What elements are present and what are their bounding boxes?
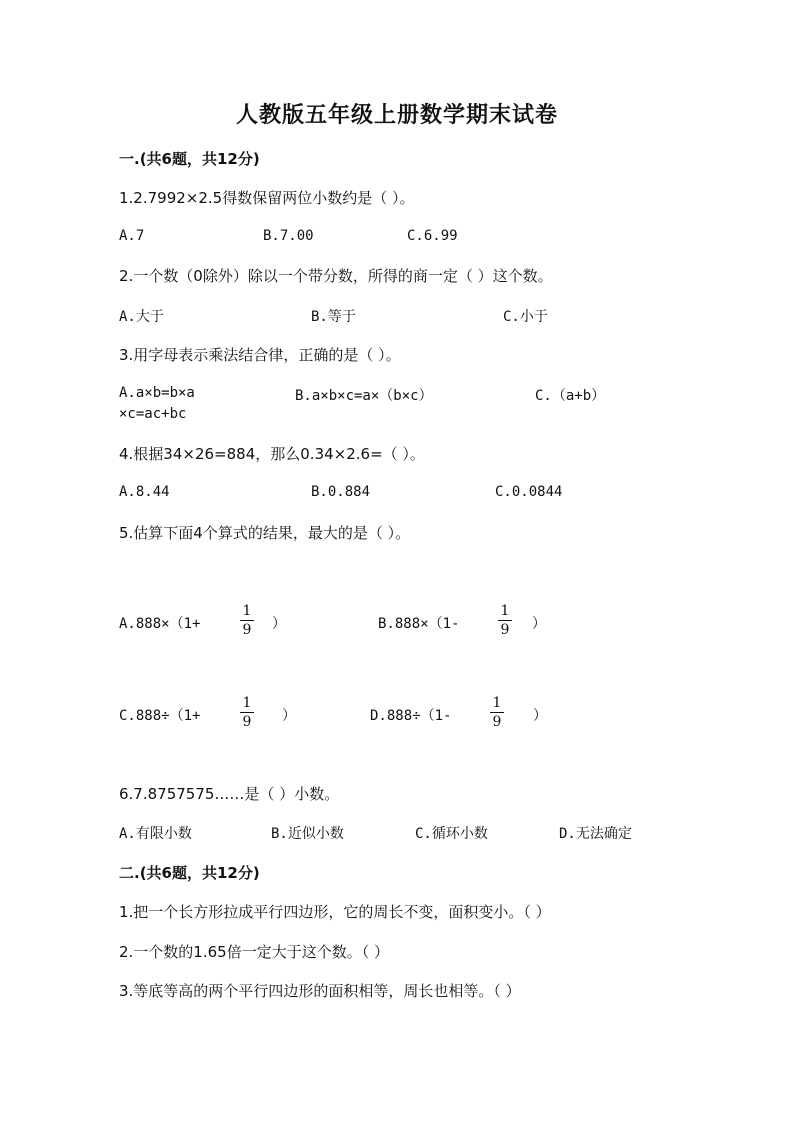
section-2-heading: 二.(共6题，共12分) xyxy=(119,864,260,882)
fraction-numerator: 1 xyxy=(500,603,510,619)
q2-option-b: B.等于 xyxy=(311,309,356,325)
question-2-2: 2.一个数的1.65倍一定大于这个数。（ ） xyxy=(119,943,389,961)
q5-option-a-prefix: A.888×（1+ xyxy=(119,616,201,632)
q6-option-b: B.近似小数 xyxy=(271,826,344,842)
q5-option-b xyxy=(378,613,459,633)
fraction-denominator: 9 xyxy=(242,622,252,638)
question-1-2: 2.一个数（0除外）除以一个带分数，所得的商一定（ ）这个数。 xyxy=(119,267,553,285)
q4-option-c: C.0.0844 xyxy=(495,484,563,500)
fraction-bar xyxy=(240,620,254,621)
fraction-bar xyxy=(490,712,504,713)
q2-option-c: C.小于 xyxy=(503,309,548,325)
q6-option-a: A.有限小数 xyxy=(119,826,192,842)
question-1-1: 1.2.7992×2.5得数保留两位小数约是（ ）。 xyxy=(119,189,415,207)
question-1-6: 6.7.8757575……是（ ）小数。 xyxy=(119,785,340,803)
q6-option-d: D.无法确定 xyxy=(559,826,632,842)
fraction-denominator: 9 xyxy=(242,714,252,730)
question-2-1: 1.把一个长方形拉成平行四边形，它的周长不变，面积变小。（ ） xyxy=(119,903,551,921)
q5-option-b-prefix: B.888×（1- xyxy=(378,616,460,632)
q3-option-b: B.a×b×c=a×（b×c） xyxy=(295,388,433,404)
q4-option-a: A.8.44 xyxy=(119,484,170,500)
fraction-numerator: 1 xyxy=(492,695,502,711)
q5-option-b-suffix: ） xyxy=(532,616,546,632)
question-1-5: 5.估算下面4个算式的结果，最大的是（ ）。 xyxy=(119,524,411,542)
q5-option-d-prefix: D.888÷（1- xyxy=(370,708,452,724)
fraction-numerator: 1 xyxy=(242,603,252,619)
q6-option-c: C.循环小数 xyxy=(415,826,488,842)
page-title: 人教版五年级上册数学期末试卷 xyxy=(235,102,558,128)
q3-option-c: C.（a+b） xyxy=(535,388,606,404)
q5-option-d-suffix: ） xyxy=(533,708,547,724)
fraction-bar xyxy=(498,620,512,621)
q5-option-c-fraction xyxy=(240,695,254,730)
q5-option-c-suffix: ） xyxy=(282,708,296,724)
q4-option-b: B.0.884 xyxy=(311,484,371,500)
fraction-numerator: 1 xyxy=(242,695,252,711)
q5-option-a-fraction xyxy=(240,603,254,638)
q3-option-c-cont: ×c=ac+bc xyxy=(119,406,187,422)
question-1-3: 3.用字母表示乘法结合律，正确的是（ ）。 xyxy=(119,346,401,364)
question-1-4: 4.根据34×26=884，那么0.34×2.6=（ ）。 xyxy=(119,445,425,463)
q1-option-b: B.7.00 xyxy=(263,228,314,244)
fraction-denominator: 9 xyxy=(492,714,502,730)
q5-option-a-suffix: ） xyxy=(272,616,286,632)
q2-option-a: A.大于 xyxy=(119,309,164,325)
q3-option-a: A.a×b=b×a xyxy=(119,385,195,401)
q5-option-c xyxy=(119,705,200,725)
q5-option-a xyxy=(119,613,200,633)
q5-option-d-fraction xyxy=(490,695,504,730)
fraction-bar xyxy=(240,712,254,713)
q5-option-b-fraction xyxy=(498,603,512,638)
q5-option-d xyxy=(370,705,451,725)
q1-option-a: A.7 xyxy=(119,228,145,244)
fraction-denominator: 9 xyxy=(500,622,510,638)
question-2-3: 3.等底等高的两个平行四边形的面积相等，周长也相等。（ ） xyxy=(119,982,521,1000)
section-1-heading: 一.(共6题，共12分) xyxy=(119,150,260,168)
q5-option-c-prefix: C.888÷（1+ xyxy=(119,708,201,724)
q1-option-c: C.6.99 xyxy=(407,228,458,244)
